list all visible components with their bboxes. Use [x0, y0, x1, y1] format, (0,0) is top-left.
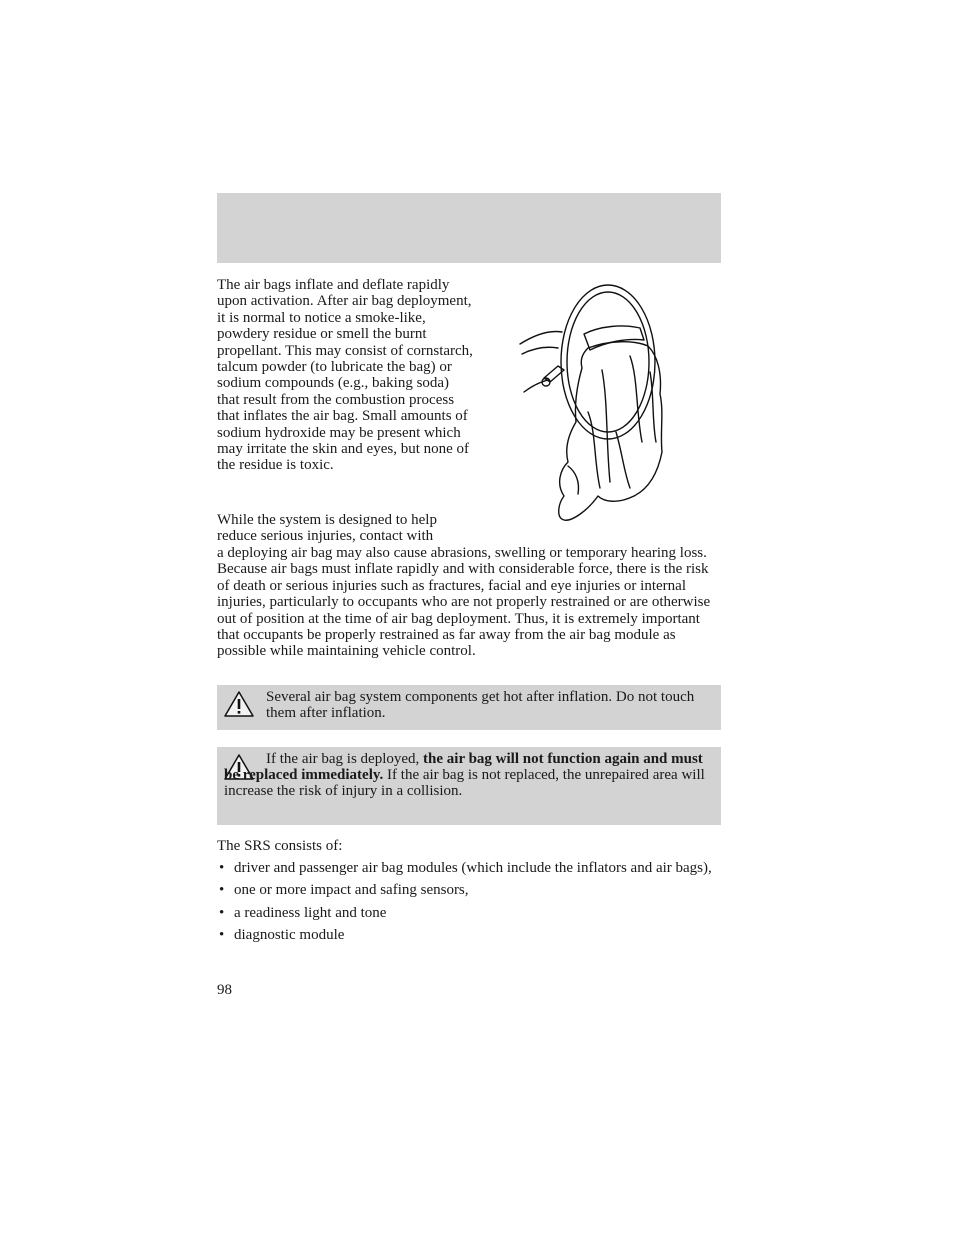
- list-item: [217, 882, 723, 898]
- list-item-text: diagnostic module: [234, 927, 345, 944]
- list-item-text: driver and passenger air bag modules (which include the inflators and air bags),: [234, 860, 712, 876]
- warning-text-end: If the air bag is not replaced, the unrepaired area will increase the risk of injury in a collision.: [224, 767, 705, 800]
- list-item: [217, 905, 723, 921]
- paragraph-injury-risk-start: While the system is designed to help reduce serious injuries, contact with: [217, 512, 437, 545]
- warning-box-replace-airbag: [217, 747, 721, 825]
- paragraph-airbag-residue: The air bags inflate and deflate rapidly upon activation. After air bag deployment, it is normal to notice a smoke-like, powdery residue or smell the burnt propellant. This may consist of cornstarch, talcum powder (to lubricate the bag) or sodium compounds (e.g., baking soda) that result from the combustion process that inflates the air bag. Small amounts of sodium hydroxide may be present which may irritate the skin and eyes, but none of the residue is toxic.: [217, 277, 473, 474]
- warning-text-start: If the air bag is deployed,: [266, 751, 424, 767]
- bullet: •: [219, 882, 225, 899]
- bullet: •: [219, 904, 225, 921]
- srs-intro: The SRS consists of:: [217, 838, 343, 854]
- bullet: •: [219, 927, 225, 944]
- deployed-airbag-illustration: [518, 282, 668, 526]
- warning-text: [224, 751, 714, 800]
- section-header-band: [217, 193, 721, 263]
- list-item-text: one or more impact and safing sensors,: [234, 882, 469, 899]
- list-item: [217, 927, 723, 943]
- bullet: •: [219, 860, 225, 876]
- warning-text: Several air bag system components get hot after inflation. Do not touch them after inflation.: [266, 689, 695, 722]
- list-item-text: a readiness light and tone: [234, 904, 387, 921]
- warning-box-hot-components: [217, 685, 721, 730]
- warning-triangle-icon: [223, 690, 255, 718]
- paragraph-injury-risk: a deploying air bag may also cause abrasions, swelling or temporary hearing loss. Because air bags must inflate rapidly and with considerable force, there is the risk of death or serious injuries such as fractures, facial and eye injuries or internal injuries, particularly to occupants who are not properly restrained or are otherwise out of position at the time of air bag deployment. Thus, it is extremely important that occupants be properly restrained as far away from the air bag module as possible while maintaining vehicle control.: [217, 545, 711, 660]
- list-item: [217, 860, 723, 876]
- warning-text-emphasis: the air bag will not function again and must be replaced immediately.: [224, 751, 703, 784]
- page-number: 98: [217, 982, 232, 998]
- srs-components-list: [217, 860, 723, 950]
